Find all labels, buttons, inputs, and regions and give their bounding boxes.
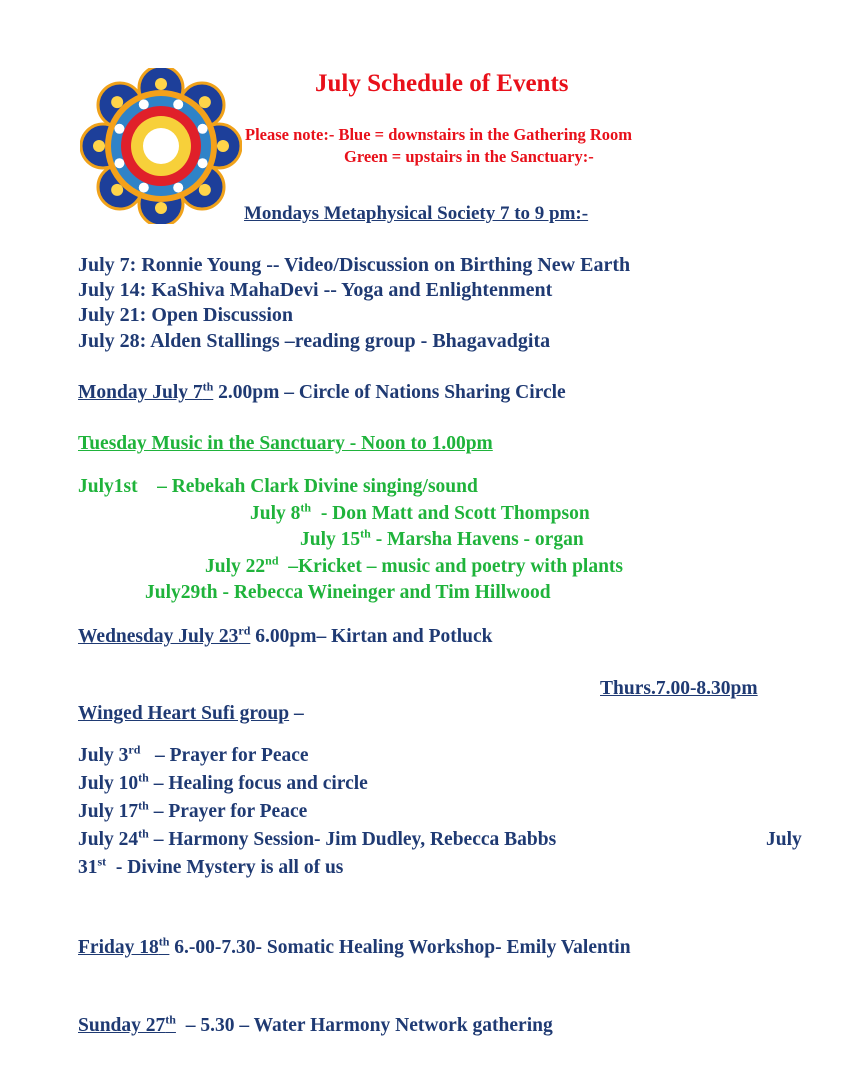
sufi-time: Thurs.7.00-8.30pm (600, 678, 758, 699)
tuesday-heading: Tuesday Music in the Sanctuary - Noon to 1.00pm (78, 433, 493, 454)
sufi-item: July 24th – Harmony Session- Jim Dudley, Rebecca Babbs (78, 826, 557, 850)
wednesday-event: Wednesday July 23rd 6.00pm– Kirtan and Potluck (78, 623, 493, 647)
tuesday-item: July 15th - Marsha Havens - organ (300, 526, 584, 550)
mondays-item: July 21: Open Discussion (78, 304, 294, 326)
color-note-line-2: Green = upstairs in the Sanctuary:- (344, 147, 594, 166)
sufi-item: July 3rd – Prayer for Peace (78, 742, 309, 766)
sunday-event: Sunday 27th – 5.30 – Water Harmony Network gathering (78, 1012, 553, 1036)
sufi-wrap-word: July (766, 829, 802, 850)
mondays-item: July 14: KaShiva MahaDevi -- Yoga and Enlightenment (78, 279, 553, 301)
sufi-item: July 10th – Healing focus and circle (78, 770, 368, 794)
tuesday-item: July1st – Rebekah Clark Divine singing/sound (78, 476, 478, 497)
friday-event: Friday 18th 6.-00-7.30- Somatic Healing Workshop- Emily Valentin (78, 934, 631, 958)
tuesday-item: July 8th - Don Matt and Scott Thompson (250, 500, 590, 524)
sufi-item: July 17th – Prayer for Peace (78, 798, 308, 822)
tuesday-item: July29th - Rebecca Wineinger and Tim Hillwood (145, 582, 551, 603)
interfaith-lotus-mandala-icon (80, 68, 242, 224)
tuesday-item: July 22nd –Kricket – music and poetry with plants (205, 553, 624, 577)
mondays-item: July 28: Alden Stallings –reading group - Bhagavadgita (78, 330, 551, 352)
mondays-item: July 7: Ronnie Young -- Video/Discussion on Birthing New Earth (78, 254, 631, 276)
mondays-heading: Mondays Metaphysical Society 7 to 9 pm:- (244, 203, 589, 224)
color-note-line-1: Please note:- Blue = downstairs in the Gathering Room (245, 125, 633, 144)
sufi-item: 31st - Divine Mystery is all of us (78, 854, 344, 878)
page-title: July Schedule of Events (315, 70, 569, 97)
sufi-heading: Winged Heart Sufi group – (78, 703, 304, 724)
monday-circle-event: Monday July 7th 2.00pm – Circle of Nations Sharing Circle (78, 379, 566, 403)
